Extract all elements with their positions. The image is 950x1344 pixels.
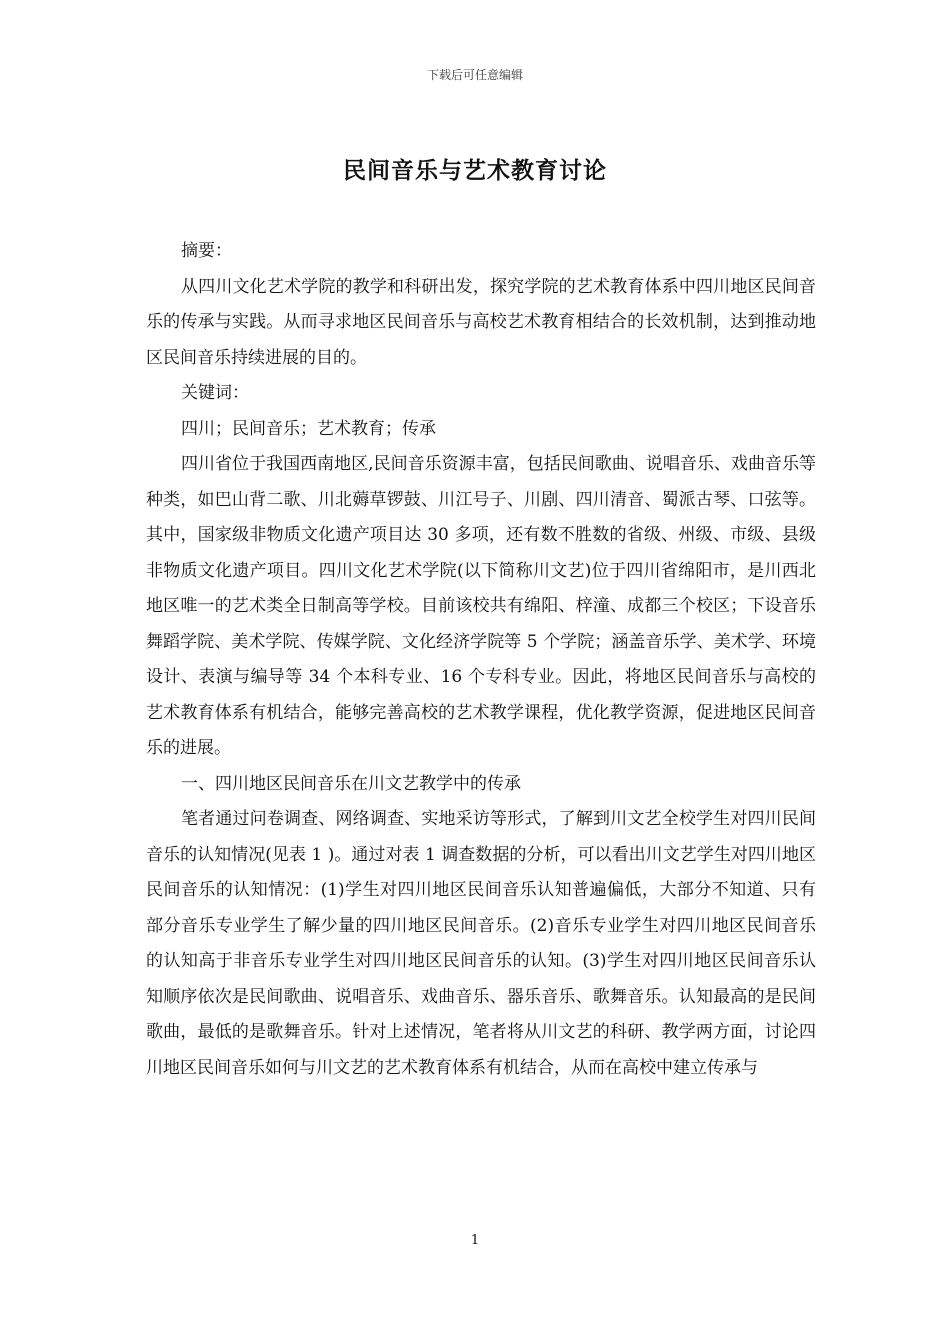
section-paragraph: 笔者通过问卷调查、网络调查、实地采访等形式，了解到川文艺全校学生对四川民间音乐的认知情况(见表 1 )。通过对表 1 调查数据的分析，可以看出川文艺学生对四川地区民间音乐的认知情况：(1)学生对四川地区民间音乐认知普遍偏低，大部分不知道、只有部分音乐专业学生了解少量的四川地区民间音乐。(2)音乐专业学生对四川地区民间音乐的认知高于非音乐专业学生对四川地区民间音乐的认知。(3)学生对四川地区民间音乐认知顺序依次是民间歌曲、说唱音乐、戏曲音乐、器乐音乐、歌舞音乐。认知最高的是民间歌曲，最低的是歌舞音乐。针对上述情况，笔者将从川文艺的科研、教学两方面，讨论四川地区民间音乐如何与川文艺的艺术教育体系有机结合，从而在高校中建立传承与 [146,809,816,1078]
abstract-label: 摘要： [181,241,232,261]
abstract-text: 从四川文化艺术学院的教学和科研出发，探究学院的艺术教育体系中四川地区民间音乐的传承与实践。从而寻求地区民间音乐与高校艺术教育相结合的长效机制，达到推动地区民间音乐持续进展的目的。 [146,276,816,368]
document-body [146,234,816,1086]
keywords-label: 关键词： [181,383,249,403]
header-note: 下载后可任意编辑 [426,68,523,82]
intro-paragraph: 四川省位于我国西南地区,民间音乐资源丰富，包括民间歌曲、说唱音乐、戏曲音乐等种类，如巴山背二歌、川北薅草锣鼓、川江号子、川剧、四川清音、蜀派古琴、口弦等。其中，国家级非物质文化遗产项目达 30 多项，还有数不胜数的省级、州级、市级、县级非物质文化遗产项目。四川文化艺术学院(以下简称川文艺)位于四川省绵阳市，是川西北地区唯一的艺术类全日制高等学校。目前该校共有绵阳、梓潼、成都三个校区；下设音乐舞蹈学院、美术学院、传媒学院、文化经济学院等 5 个学院；涵盖音乐学、美术学、环境设计、表演与编导等 34 个本科专业、16 个专科专业。因此，将地区民间音乐与高校的艺术教育体系有机结合，能够完善高校的艺术教学课程，优化教学资源，促进地区民间音乐的进展。 [146,454,816,758]
page-number: 1 [470,1233,480,1248]
section-heading: 一、四川地区民间音乐在川文艺教学中的传承 [181,773,521,794]
document-title: 民间音乐与艺术教育讨论 [343,157,607,184]
keywords-text: 四川；民间音乐；艺术教育；传承 [181,418,436,439]
